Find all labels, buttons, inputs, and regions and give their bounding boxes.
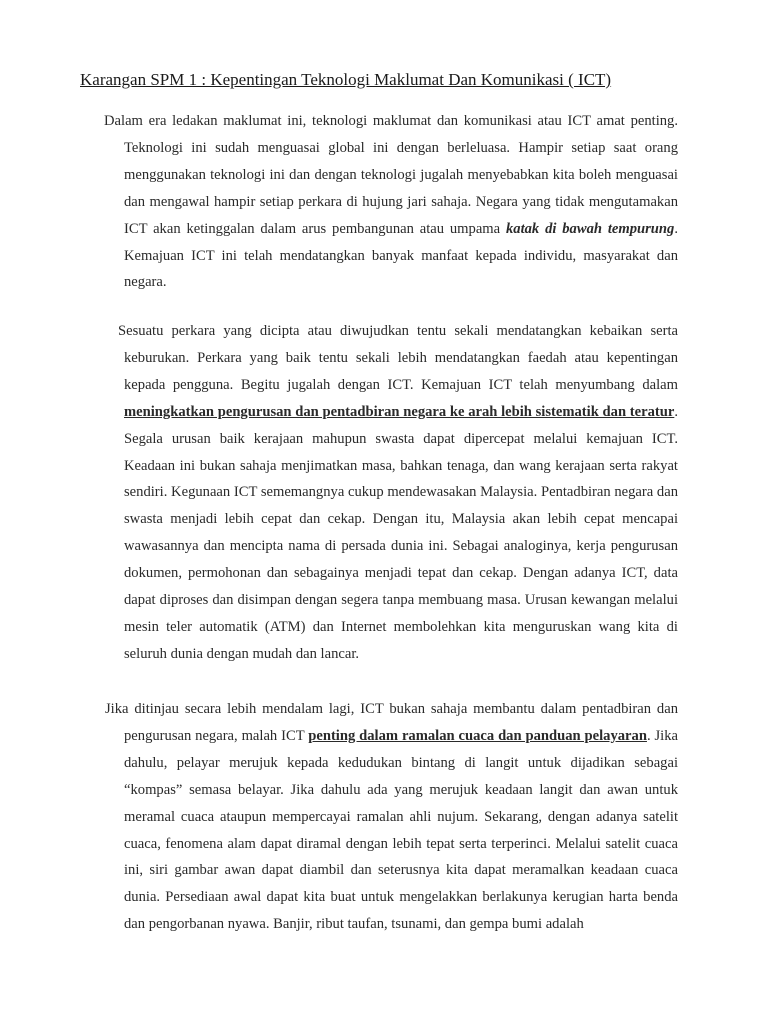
paragraph-weather-emphasis: penting dalam ramalan cuaca dan panduan pelayaran [308, 727, 647, 744]
paragraph-administration-text-1: Sesuatu perkara yang dicipta atau diwujudkan tentu sekali mendatangkan kebaikan serta keburukan. Perkara yang baik tentu sekali lebih mendatangkan faedah atau kepentingan kepada pengguna. Begitu jugalah dengan ICT. Kemajuan ICT telah menyumbang dalam [118, 323, 678, 393]
paragraph-weather-text-2: . Jika dahulu, pelayar merujuk kepada kedudukan bintang di langit untuk dijadikan sebagai “kompas” semasa belayar. Jika dahulu ada yang merujuk keadaan langit dan awan untuk meramal cuaca ataupun mempercayai ramalan ahli nujum. Sekarang, dengan adanya satelit cuaca, fenomena alam dapat diramal dengan lebih tepat serta terperinci. Melalui satelit cuaca ini, siri gambar awan dapat diambil dan seterusnya kita dapat meramalkan keadaan cuaca dunia. Persediaan awal dapat kita buat untuk mengelakkan berlakunya kerugian harta benda dan pengorbanan nyawa. Banjir, ribut taufan, tsunami, dan gempa bumi adalah [124, 727, 678, 933]
paragraph-intro-emphasis: katak di bawah tempurung [505, 220, 675, 237]
paragraph-intro-text-1: Dalam era ledakan maklumat ini, teknologi maklumat dan komunikasi atau ICT amat penting. Teknologi ini sudah menguasai global ini dengan berleluasa. Hampir setiap saat orang menggunakan teknologi ini dan dengan teknologi jugalah menyebabkan kita boleh menguasai dan mengawal hampir setiap perkara di hujung jari sahaja. Negara yang tidak mengutamakan ICT akan ketinggalan dalam arus pembangunan atau umpama [104, 113, 678, 237]
paragraph-weather [105, 696, 678, 938]
paragraph-administration-emphasis: meningkatkan pengurusan dan pentadbiran negara ke arah lebih sistematik dan teratur [124, 403, 675, 420]
paragraph-administration [118, 318, 678, 668]
document-title: Karangan SPM 1 : Kepentingan Teknologi Maklumat Dan Komunikasi ( ICT) [80, 70, 612, 89]
paragraph-intro-text-2: . Kemajuan ICT ini telah mendatangkan banyak manfaat kepada individu, masyarakat dan negara. [124, 220, 678, 291]
paragraph-intro [104, 108, 678, 296]
paragraph-weather-text-1: Jika ditinjau secara lebih mendalam lagi, ICT bukan sahaja membantu dalam pentadbiran dan pengurusan negara, malah ICT [105, 701, 678, 744]
paragraph-administration-text-2: . Segala urusan baik kerajaan mahupun swasta dapat dipercepat melalui kemajuan ICT. Keadaan ini bukan sahaja menjimatkan masa, bahkan tenaga, dan wang kerajaan serta rakyat sendiri. Kegunaan ICT sememangnya cukup mendewasakan Malaysia. Pentadbiran negara dan swasta menjadi lebih cepat dan cekap. Dengan itu, Malaysia akan lebih cepat mencapai wawasannya dan mencipta nama di persada dunia ini. Sebagai analoginya, kerja pengurusan dokumen, permohonan dan sebagainya menjadi tepat dan cekap. Dengan adanya ICT, data dapat diproses dan disimpan dengan segera tanpa membuang masa. Urusan kewangan melalui mesin teler automatik (ATM) dan Internet membolehkan kita menguruskan wang kita di seluruh dunia dengan mudah dan lancar. [124, 403, 678, 662]
